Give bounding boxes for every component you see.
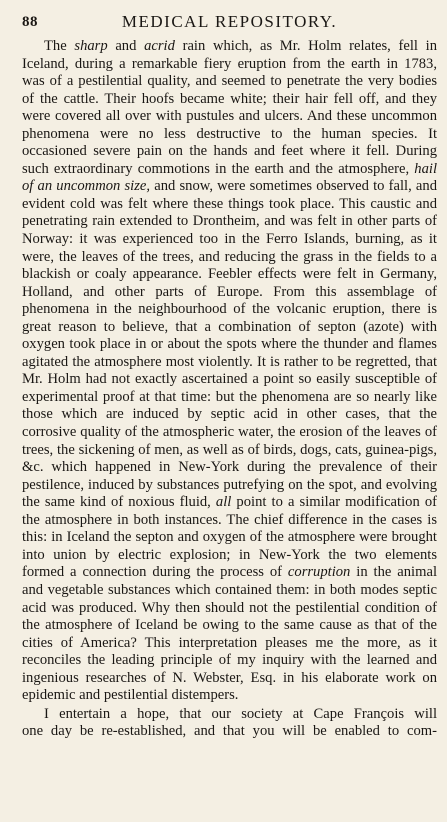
- paragraph-2-line-1: I entertain a hope, that our society at Cape François will: [44, 705, 437, 722]
- text-segment: rain which, as Mr. Holm relates, fell in Iceland, during a remarkable fiery eruption from the earth in 1783, was of a pestilential quality, and seemed to penetrate the very bodies of the cattle. Their hoofs became white; their hair fell off, and they were covered all over with pustules and ulcers. And these uncommon phenomena were no less destructive to the human species. It occasioned severe pain on the hands and feet where it fell. During such extraordinary commotions in the earth and the atmosphere,: [22, 38, 438, 177]
- text-segment: and: [107, 38, 145, 54]
- italic-sharp: sharp: [74, 38, 108, 54]
- paragraph-1: [22, 38, 437, 705]
- paragraph-2: [22, 706, 437, 741]
- body-text: [22, 38, 437, 741]
- text-segment: and snow, were sometimes observed to fall, and evident cold was felt where these things took place. This caustic and penetrating rain extended to Drontheim, and was felt in other parts of Norway: it was experienced too in the Ferro Islands, burning, as it were, the leaves of the trees, and reducing the grass in the fields to a blackish or coaly appearance. Feebler effects were felt in Germany, Holland, and other parts of Europe. From this assemblage of phenomena in the neighbourhood of the volcanic eruption, there is great reason to believe, that a combination of septon (azote) with oxygen took place in or about the spots where the thunder and flames agitated the atmosphere most violently. It is rather to be regretted, that Mr. Holm had not exactly ascertained a point so easily susceptible of experimental proof at that time: but the phenomena are so nearly like those which are induced by septic acid in other cases, that the corrosive quality of the atmospheric water, the erosion of the leaves of trees, the sickening of men, as well as of birds, dogs, cats, guinea-pigs, &c. which happened in New-York during the prevalence of their pestilence, induced by substances putrefying on the spot, and evolving the same kind of noxious fluid,: [22, 178, 437, 511]
- page-number: 88: [22, 14, 38, 30]
- italic-hail: hail of an uncommon size,: [22, 160, 437, 195]
- italic-corruption: corruption: [287, 564, 351, 581]
- italic-acrid: acrid: [144, 38, 175, 54]
- italic-all: all: [215, 494, 232, 511]
- text-segment: point to a similar modification of the atmosphere in both instances. The chief difference in the cases is this: in Iceland the septon and oxygen of the atmosphere were brought into union by electric explosion; in New-York the two elements formed a connection during the process of: [22, 494, 437, 581]
- text-segment: The: [44, 38, 75, 54]
- journal-title: MEDICAL REPOSITORY.: [121, 12, 338, 31]
- running-head: [22, 8, 437, 38]
- text-segment: in the animal and vegetable substances which contained them: in both modes septic acid was produced. Why then should not the pestilential condition of the atmosphere of Iceland be owing to the same cause as that of the cities of America? This interpretation pleases me the more, as it reconciles the leading principle of my inquiry with the learned and ingenious researches of N. Webster, Esq. in his elaborate work on epidemic and pestilential distempers.: [22, 564, 437, 704]
- paragraph-2-line-2: one day be re-established, and that you will be enabled to com-: [22, 723, 437, 740]
